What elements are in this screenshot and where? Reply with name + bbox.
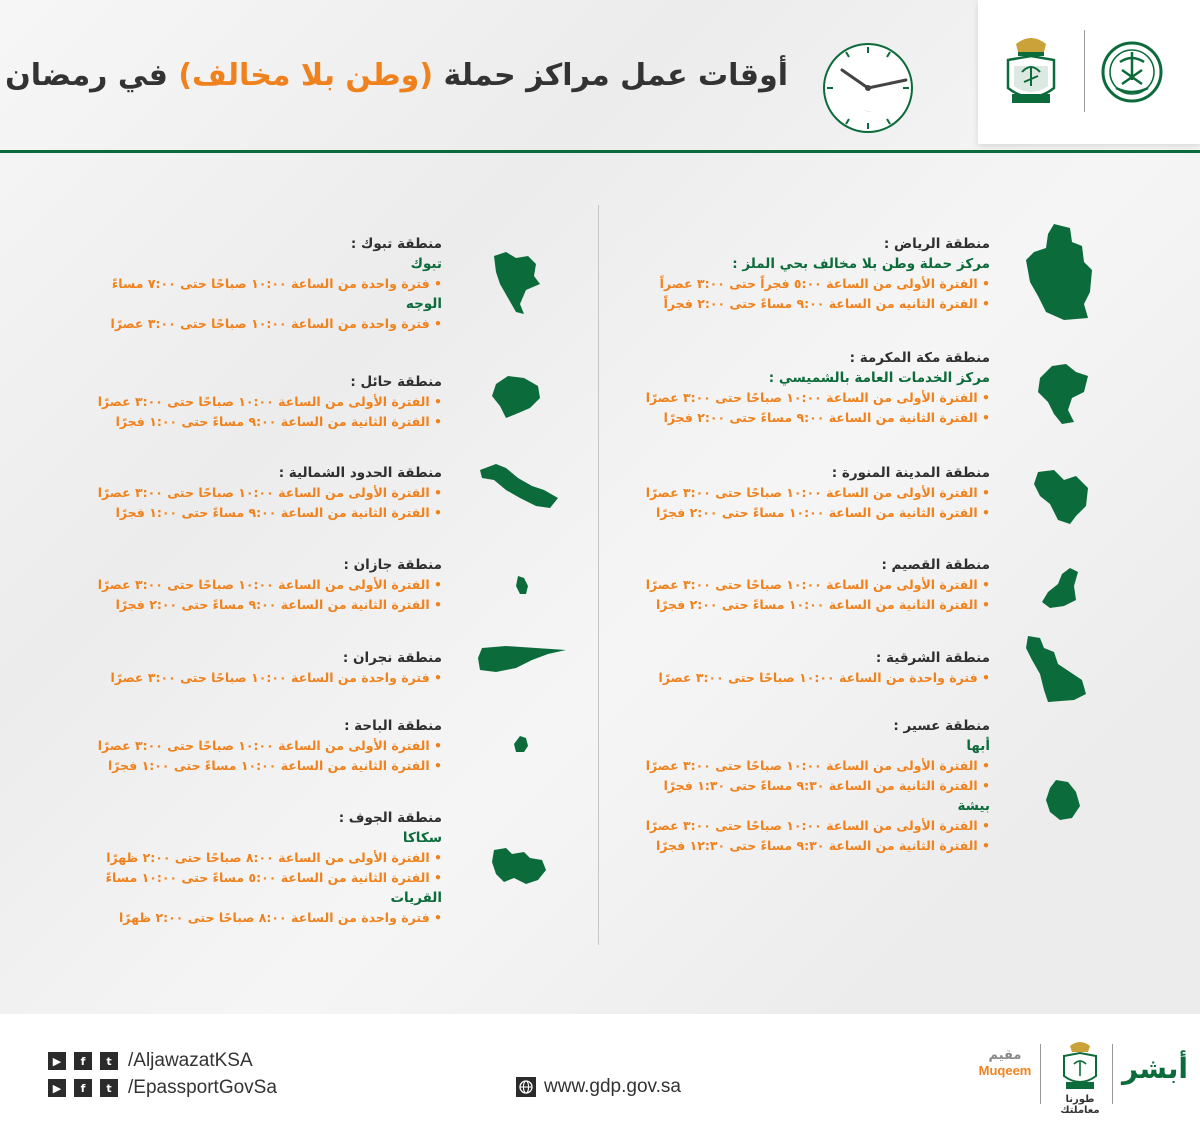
region-jazan: [98, 555, 442, 615]
region-jouf: [106, 808, 442, 928]
region-eastern: [659, 648, 990, 688]
schedule-line: • الفترة الأولى من الساعة ١٠:٠٠ صباحًا حتى ٣:٠٠ عصرًا: [645, 577, 990, 592]
region-asir: [646, 716, 990, 856]
twitter-handle-link[interactable]: /AljawazatKSA: [128, 1050, 253, 1071]
ministry-logo: [1100, 40, 1164, 104]
schedule-line: • الفترة الأولى من الساعة ١٠:٠٠ صباحًا حتى ٣:٠٠ عصرًا: [97, 738, 442, 753]
schedule-line: • فترة واحدة من الساعة ١٠:٠٠ صباحًا حتى ٧:٠٠ مساءً: [111, 276, 442, 291]
schedule-line: • الفترة الثانية من الساعة ٩:٠٠ مساءً حتى ١:٠٠ فجرًا: [115, 505, 442, 520]
schedule-line: • الفترة الثانية من الساعة ٩:٠٠ مساءً حتى ٢:٠٠ فجرًا: [663, 410, 990, 425]
region-title: منطقة جازان :: [343, 557, 442, 573]
jawazat-slogan: طورنا معاملتك: [1060, 1094, 1100, 1116]
youtube-icon[interactable]: ▶: [48, 1079, 66, 1097]
region-title: منطقة الرياض :: [883, 236, 990, 252]
schedule-line: • فترة واحدة من الساعة ١٠:٠٠ صباحًا حتى ٣:٠٠ عصرًا: [110, 316, 442, 331]
twitter-icon[interactable]: t: [100, 1052, 118, 1070]
jawazat-logo: [1000, 32, 1062, 110]
schedule-line: • الفترة الثانية من الساعة ٩:٠٠ مساءً حتى ١:٠٠ فجرًا: [115, 414, 442, 429]
region-makkah: [646, 348, 990, 428]
schedule-line: • الفترة الأولى من الساعة ٥:٠٠ فجراً حتى ٣:٠٠ عصراً: [659, 276, 990, 291]
city-name: بيشة: [957, 798, 990, 814]
region-title: منطقة المدينة المنورة :: [831, 465, 990, 481]
schedule-line: • الفترة الأولى من الساعة ١٠:٠٠ صباحًا حتى ٣:٠٠ عصرًا: [645, 390, 990, 405]
region-title: منطقة مكة المكرمة :: [849, 350, 990, 366]
schedule-line: • الفترة الأولى من الساعة ١٠:٠٠ صباحًا حتى ٣:٠٠ عصرًا: [645, 758, 990, 773]
website[interactable]: [516, 1076, 681, 1098]
schedule-line: • الفترة الثانية من الساعة ٩:٠٠ مساءً حتى ٢:٠٠ فجرًا: [115, 597, 442, 612]
schedule-line: • الفترة الأولى من الساعة ٨:٠٠ صباحًا حتى ٢:٠٠ ظهرًا: [106, 850, 442, 865]
region-najran: [111, 648, 442, 688]
region-title: منطقة عسير :: [893, 718, 990, 734]
region-title: منطقة القصيم :: [881, 557, 990, 573]
social-row-2: [48, 1077, 277, 1099]
center-name: مركز حملة وطن بلا مخالف بحي الملز :: [732, 256, 990, 272]
muqeem-en: Muqeem: [978, 1063, 1032, 1078]
logos-panel: [978, 0, 1200, 144]
city-name: سكاكا: [402, 830, 442, 846]
jazan-map-icon: [512, 574, 530, 596]
city-name: تبوك: [410, 256, 442, 272]
schedule-line: • الفترة الأولى من الساعة ١٠:٠٠ صباحًا حتى ٣:٠٠ عصرًا: [645, 485, 990, 500]
footer-separator: [1040, 1044, 1041, 1104]
schedule-line: • فترة واحدة من الساعة ١٠:٠٠ صباحًا حتى ٣:٠٠ عصرًا: [110, 670, 442, 685]
tabuk-map-icon: [490, 250, 542, 316]
twitter-handle-link[interactable]: /EpassportGovSa: [128, 1077, 277, 1098]
schedule-line: • الفترة الثانية من الساعة ١٠:٠٠ مساءً حتى ٢:٠٠ فجرًا: [655, 505, 990, 520]
city-name: أبها: [966, 738, 990, 754]
riyadh-map-icon: [1024, 222, 1094, 322]
makkah-map-icon: [1032, 362, 1092, 426]
schedule-line: • الفترة الثانية من الساعة ٩:٣٠ مساءً حتى ١:٣٠ فجرًا: [663, 778, 990, 793]
schedule-line: • الفترة الثانية من الساعة ٩:٣٠ مساءً حتى ١٢:٣٠ فجرًا: [655, 838, 990, 853]
region-title: منطقة تبوك :: [350, 236, 442, 252]
region-title: منطقة الحدود الشمالية :: [278, 465, 442, 481]
schedule-line: • الفترة الأولى من الساعة ١٠:٠٠ صباحًا حتى ٣:٠٠ عصرًا: [97, 577, 442, 592]
schedule-line: • فترة واحدة من الساعة ٨:٠٠ صباحًا حتى ٢:٠٠ ظهرًا: [119, 910, 442, 925]
najran-map-icon: [476, 644, 568, 674]
region-baha: [98, 716, 442, 776]
globe-icon: [516, 1077, 536, 1097]
region-tabuk: [111, 234, 442, 334]
region-madinah: [646, 463, 990, 523]
asir-map-icon: [1042, 778, 1082, 822]
region-northern-borders: [98, 463, 442, 523]
twitter-icon[interactable]: t: [100, 1079, 118, 1097]
footer-separator: [1112, 1044, 1113, 1104]
youtube-icon[interactable]: ▶: [48, 1052, 66, 1070]
muqeem-ar: مقيم: [988, 1048, 1022, 1063]
region-title: منطقة الشرقية :: [875, 650, 990, 666]
region-hail: [98, 372, 442, 432]
schedule-line: • الفترة الثانية من الساعة ١٠:٠٠ مساءً حتى ١:٠٠ فجرًا: [107, 758, 442, 773]
muqeem-logo: [975, 1048, 1035, 1078]
schedule-line: • الفترة الثانية من الساعة ١٠:٠٠ مساءً حتى ٢:٠٠ فجرًا: [655, 597, 990, 612]
city-name: الوجه: [405, 296, 442, 312]
logo-separator: [1084, 30, 1085, 112]
baha-map-icon: [512, 734, 530, 754]
jawazat-footer-logo: [1058, 1038, 1102, 1094]
schedule-line: • الفترة الثانية من الساعة ٥:٠٠ مساءً حتى ١٠:٠٠ مساءً: [105, 870, 442, 885]
eastern-map-icon: [1024, 634, 1088, 704]
madinah-map-icon: [1030, 466, 1090, 526]
page-title: أوقات عمل مراكز حملة (وطن بلا مخالف) في رمضان: [5, 58, 788, 93]
city-name: القريات: [390, 890, 442, 906]
absher-logo: أبشر: [1122, 1052, 1189, 1085]
crescent-clock-icon: [820, 40, 916, 136]
qassim-map-icon: [1040, 566, 1080, 610]
region-qassim: [646, 555, 990, 615]
column-divider: [598, 205, 599, 945]
campaign-name: (وطن بلا مخالف): [178, 58, 434, 93]
schedule-line: • الفترة الأولى من الساعة ١٠:٠٠ صباحًا حتى ٣:٠٠ عصرًا: [97, 485, 442, 500]
schedule-line: • الفترة الثانيه من الساعة ٩:٠٠ مساءً حتى ٢:٠٠ فجراً: [663, 296, 990, 311]
jouf-map-icon: [490, 846, 548, 886]
northern-borders-map-icon: [478, 462, 560, 512]
region-riyadh: [660, 234, 990, 314]
schedule-line: • فترة واحدة من الساعة ١٠:٠٠ صباحًا حتى ٣:٠٠ عصرًا: [658, 670, 990, 685]
region-title: منطقة الجوف :: [338, 810, 442, 826]
facebook-icon[interactable]: f: [74, 1052, 92, 1070]
center-name: مركز الخدمات العامة بالشميسي :: [768, 370, 990, 386]
social-row-1: [48, 1050, 253, 1072]
region-title: منطقة نجران :: [342, 650, 442, 666]
header: [0, 0, 1200, 152]
schedule-line: • الفترة الأولى من الساعة ١٠:٠٠ صباحًا حتى ٣:٠٠ عصرًا: [97, 394, 442, 409]
hail-map-icon: [490, 374, 542, 420]
region-title: منطقة الباحة :: [344, 718, 442, 734]
website-url[interactable]: www.gdp.gov.sa: [544, 1076, 681, 1097]
schedule-line: • الفترة الأولى من الساعة ١٠:٠٠ صباحًا حتى ٣:٠٠ عصرًا: [645, 818, 990, 833]
region-title: منطقة حائل :: [350, 374, 442, 390]
facebook-icon[interactable]: f: [74, 1079, 92, 1097]
header-rule: [0, 150, 1200, 153]
